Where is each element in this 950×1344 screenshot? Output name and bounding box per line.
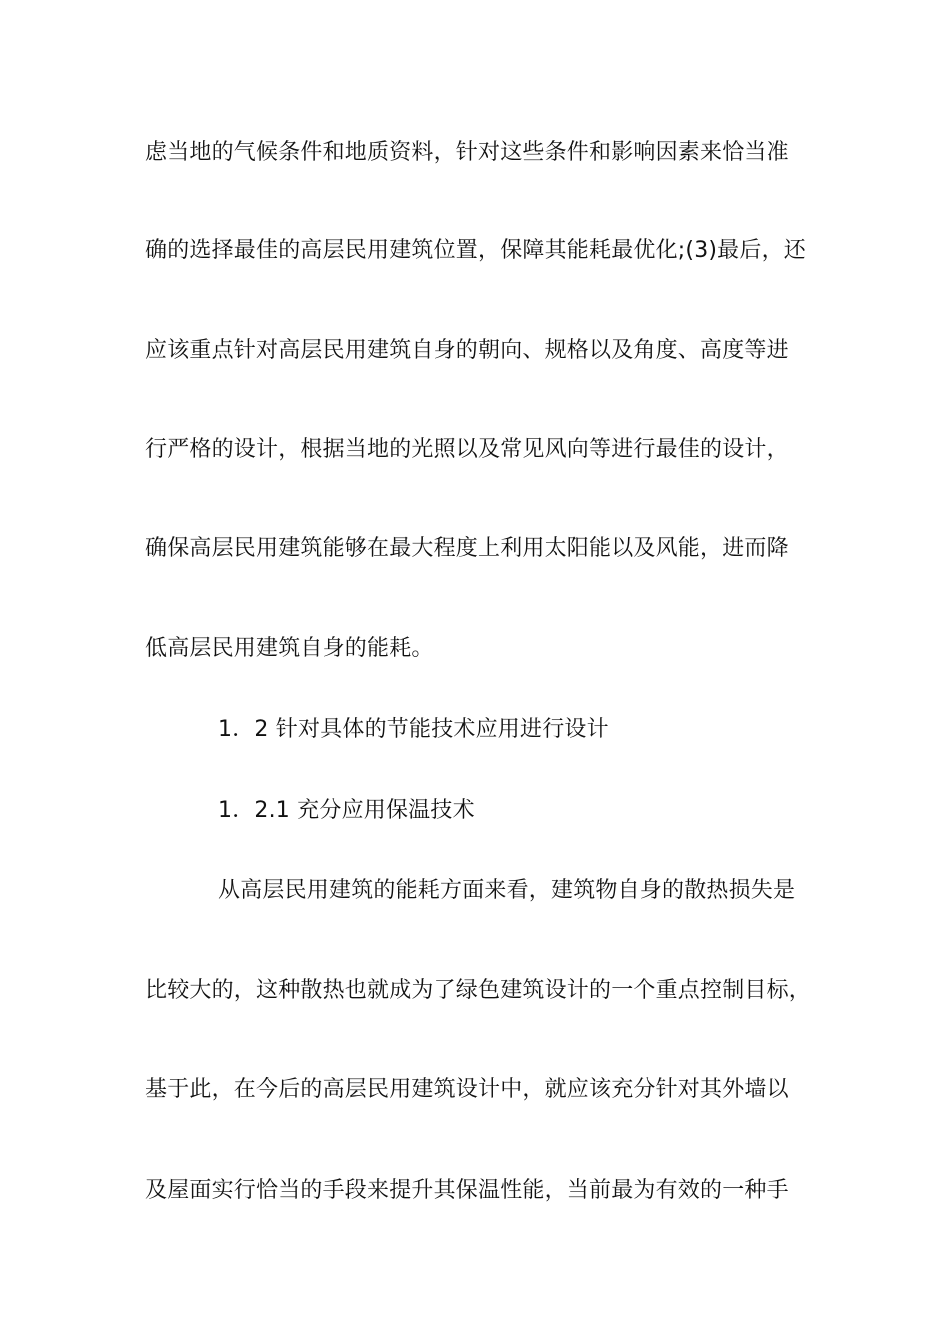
section-heading: 1．2 针对具体的节能技术应用进行设计 [218, 717, 609, 742]
paragraph-line: 低高层民用建筑自身的能耗。 [145, 636, 434, 661]
paragraph-line: 确的选择最佳的高层民用建筑位置，保障其能耗最优化;(3)最后，还 [145, 238, 806, 263]
paragraph-line: 行严格的设计，根据当地的光照以及常见风向等进行最佳的设计， [145, 437, 789, 462]
paragraph-line: 应该重点针对高层民用建筑自身的朝向、规格以及角度、高度等进 [145, 338, 789, 363]
paragraph-line: 从高层民用建筑的能耗方面来看，建筑物自身的散热损失是 [218, 878, 796, 903]
paragraph-line: 比较大的，这种散热也就成为了绿色建筑设计的一个重点控制目标， [145, 978, 812, 1003]
paragraph-line: 及屋面实行恰当的手段来提升其保温性能，当前最为有效的一种手 [145, 1178, 789, 1203]
paragraph-line: 虑当地的气候条件和地质资料，针对这些条件和影响因素来恰当准 [145, 140, 789, 165]
subsection-heading: 1．2.1 充分应用保温技术 [218, 798, 475, 823]
paragraph-line: 确保高层民用建筑能够在最大程度上利用太阳能以及风能，进而降 [145, 536, 789, 561]
paragraph-line: 基于此，在今后的高层民用建筑设计中，就应该充分针对其外墙以 [145, 1077, 789, 1102]
